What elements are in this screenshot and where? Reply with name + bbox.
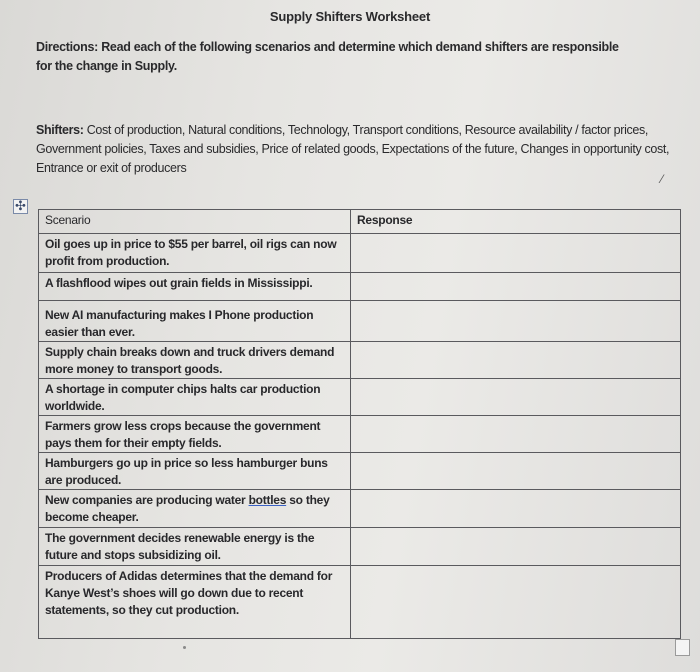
response-cell[interactable] bbox=[351, 342, 681, 379]
table-header-row bbox=[39, 210, 681, 234]
dot-mark bbox=[183, 646, 186, 649]
response-cell[interactable] bbox=[351, 566, 681, 639]
table-row bbox=[39, 342, 681, 379]
shifters-text: Cost of production, Natural conditions, Technology, Transport conditions, Resource availability / factor prices, Government policies, Taxes and subsidies, Price of related goods, Expectations of the future, Changes in opportunity cost, Entrance or exit of producers bbox=[36, 123, 670, 175]
table-row bbox=[39, 379, 681, 416]
table-row bbox=[39, 528, 681, 566]
table-row bbox=[39, 490, 681, 528]
shifters-paragraph bbox=[36, 121, 676, 178]
scenario-cell: A flashflood wipes out grain fields in Mississippi. bbox=[39, 273, 351, 301]
scenario-cell: The government decides renewable energy is the future and stops subsidizing oil. bbox=[39, 528, 351, 566]
response-cell[interactable] bbox=[351, 273, 681, 301]
scenario-cell bbox=[39, 490, 351, 528]
shifters-lead: Shifters: bbox=[36, 123, 84, 137]
scenario-cell: Hamburgers go up in price so less hamburger buns are produced. bbox=[39, 453, 351, 490]
scenario-text-post: so they become cheaper. bbox=[45, 493, 330, 524]
worksheet-title: Supply Shifters Worksheet bbox=[269, 9, 431, 24]
directions-paragraph bbox=[36, 38, 636, 76]
response-cell[interactable] bbox=[351, 416, 681, 453]
table-row bbox=[39, 234, 681, 273]
response-cell[interactable] bbox=[351, 528, 681, 566]
directions-lead: Directions: bbox=[36, 40, 98, 54]
response-cell[interactable] bbox=[351, 379, 681, 416]
scenario-header: Scenario bbox=[39, 210, 351, 234]
scenario-cell: A shortage in computer chips halts car production worldwide. bbox=[39, 379, 351, 416]
checkbox-icon[interactable] bbox=[675, 639, 690, 656]
scenario-cell: Supply chain breaks down and truck drivers demand more money to transport goods. bbox=[39, 342, 351, 379]
table-row bbox=[39, 416, 681, 453]
scenario-cell: New AI manufacturing makes I Phone production easier than ever. bbox=[39, 301, 351, 342]
scenario-cell: Oil goes up in price to $55 per barrel, oil rigs can now profit from production. bbox=[39, 234, 351, 273]
directions-text: Read each of the following scenarios and determine which demand shifters are responsible for the change in Supply. bbox=[36, 40, 619, 73]
scenario-cell: Farmers grow less crops because the government pays them for their empty fields. bbox=[39, 416, 351, 453]
scenario-table bbox=[38, 209, 681, 639]
table-row bbox=[39, 566, 681, 639]
response-cell[interactable] bbox=[351, 301, 681, 342]
response-cell[interactable] bbox=[351, 490, 681, 528]
pencil-mark-icon: ⁄ bbox=[661, 172, 664, 186]
response-header: Response bbox=[351, 210, 681, 234]
scenario-text-pre: New companies are producing water bbox=[45, 493, 249, 507]
table-move-handle-icon[interactable]: ✣ bbox=[13, 199, 28, 214]
table-row bbox=[39, 453, 681, 490]
table-row bbox=[39, 301, 681, 342]
response-cell[interactable] bbox=[351, 453, 681, 490]
scenario-cell: Producers of Adidas determines that the demand for Kanye West’s shoes will go down due to recent statements, so they cut production. bbox=[39, 566, 351, 639]
response-cell[interactable] bbox=[351, 234, 681, 273]
spellcheck-underlined-word: bottles bbox=[248, 493, 287, 507]
table-row bbox=[39, 273, 681, 301]
